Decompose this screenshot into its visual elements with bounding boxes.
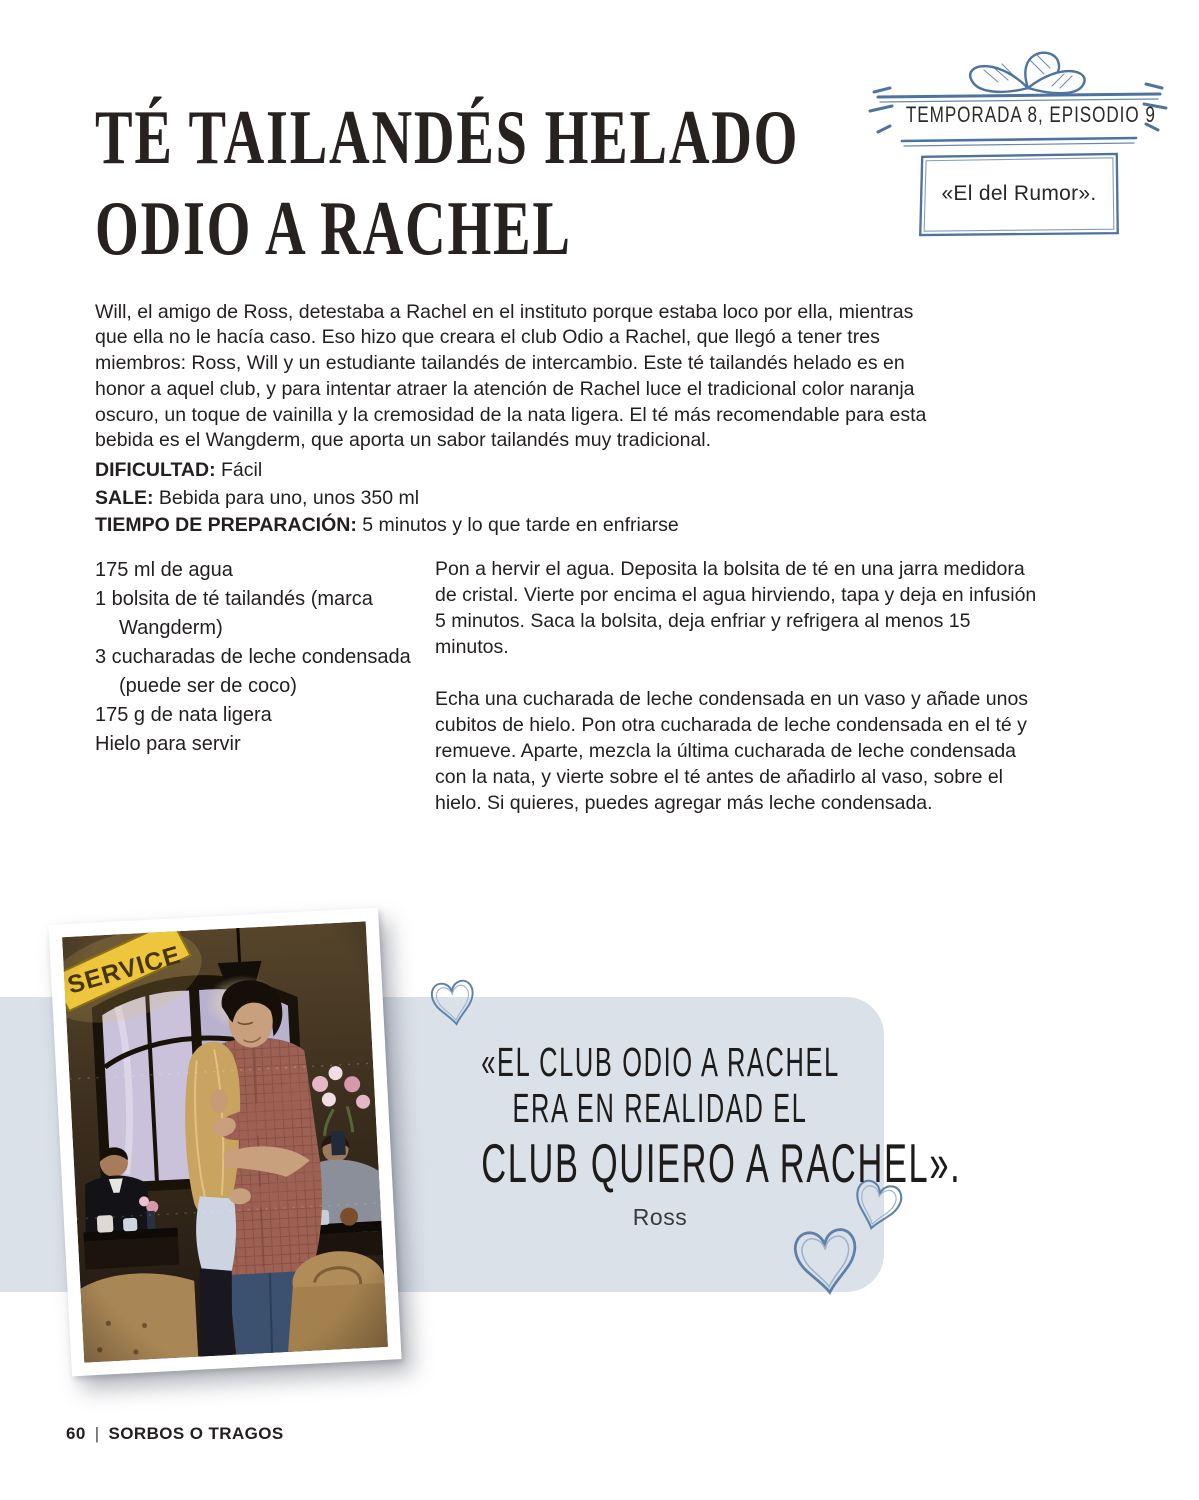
ingredients-list [95,556,443,759]
heart-icon [788,1219,867,1314]
prep-time-row [95,512,679,540]
recipe-meta [95,457,679,540]
heart-icon [425,967,483,1045]
quote-block [442,1039,962,1231]
quote-line-1: «EL CLUB ODIO A RACHEL [481,1039,840,1086]
quote-attribution: Ross [632,1204,688,1230]
difficulty-value: Fácil [221,459,263,481]
prep-time-value: 5 minutos y lo que tarde en enfriarse [362,514,679,536]
ingredient-item: 175 ml de agua [95,559,233,581]
ribbon-bow-icon [868,44,1168,150]
ingredient-item: 3 cucharadas de leche condensada (puede ser de coco) [95,646,411,697]
difficulty-row [95,457,679,485]
intro-paragraph: Will, el amigo de Ross, detestaba a Rachel en el instituto porque estaba loco por ella, mientras que ella no le hacía caso. Eso hizo que creara el club Odio a Rachel, que llegó a tener tres miembros: Ross, Will y un estudiante tailandés de intercambio. Este té tailandés helado es en honor a aquel club, y para intentar atraer la atención de Rachel luce el tradicional color naranja oscuro, un toque de vainilla y la cremosidad de la nata ligera. El té más recomendable para esta bebida es el Wangderm, que aporta un sabor tailandés muy tradicional. [95,300,927,452]
page-title-line-2: ODIO A RACHEL [95,185,572,271]
episode-badge: TEMPORADA 8, EPISODIO 9 [905,102,1156,127]
page-title [95,92,799,274]
page-title-line-1: TÉ TAILANDÉS HELADO [95,94,800,180]
yield-value: Bebida para uno, unos 350 ml [158,486,420,509]
prep-time-label: TIEMPO DE PREPARACIÓN: [95,514,357,536]
difficulty-label: DIFICULTAD: [95,459,216,481]
footer-separator: | [94,1424,100,1443]
photo-illustration [62,921,388,1362]
yield-row [95,485,679,513]
episode-title: «El del Rumor». [941,182,1097,205]
ingredient-item: 1 bolsita de té tailandés (marca Wangderm) [95,588,373,639]
step-paragraph: Echa una cucharada de leche condensada en un vaso y añade unos cubitos de hielo. Pon otra cucharada de leche condensada en el té y remueve. Aparte, mezcla la última cucharada de leche condensada con la nata, y vierte sobre el té antes de añadirlo al vaso, sobre el hielo. Si quieres, puedes agregar más leche condensada. [435,688,1029,814]
episode-box [915,150,1123,238]
yield-label: SALE: [95,486,154,509]
preparation-steps [435,556,1047,842]
step-paragraph: Pon a hervir el agua. Deposita la bolsita de té en una jarra medidora de cristal. Vierte por encima el agua hirviendo, tapa y deja en infusión 5 minutos. Saca la bolsita, deja enfriar y refrigera al menos 15 minutos. [435,558,1037,658]
book-title: SORBOS O TRAGOS [108,1424,284,1443]
quote-line-2: ERA EN REALIDAD EL [512,1085,808,1132]
recipe-photo [48,908,401,1377]
ingredient-item: 175 g de nata ligera [95,704,272,726]
page-footer [66,1424,284,1444]
ingredient-item: Hielo para servir [95,733,241,755]
page-number: 60 [66,1424,86,1443]
quote-line-3: CLUB QUIERO A RACHEL». [481,1132,962,1194]
